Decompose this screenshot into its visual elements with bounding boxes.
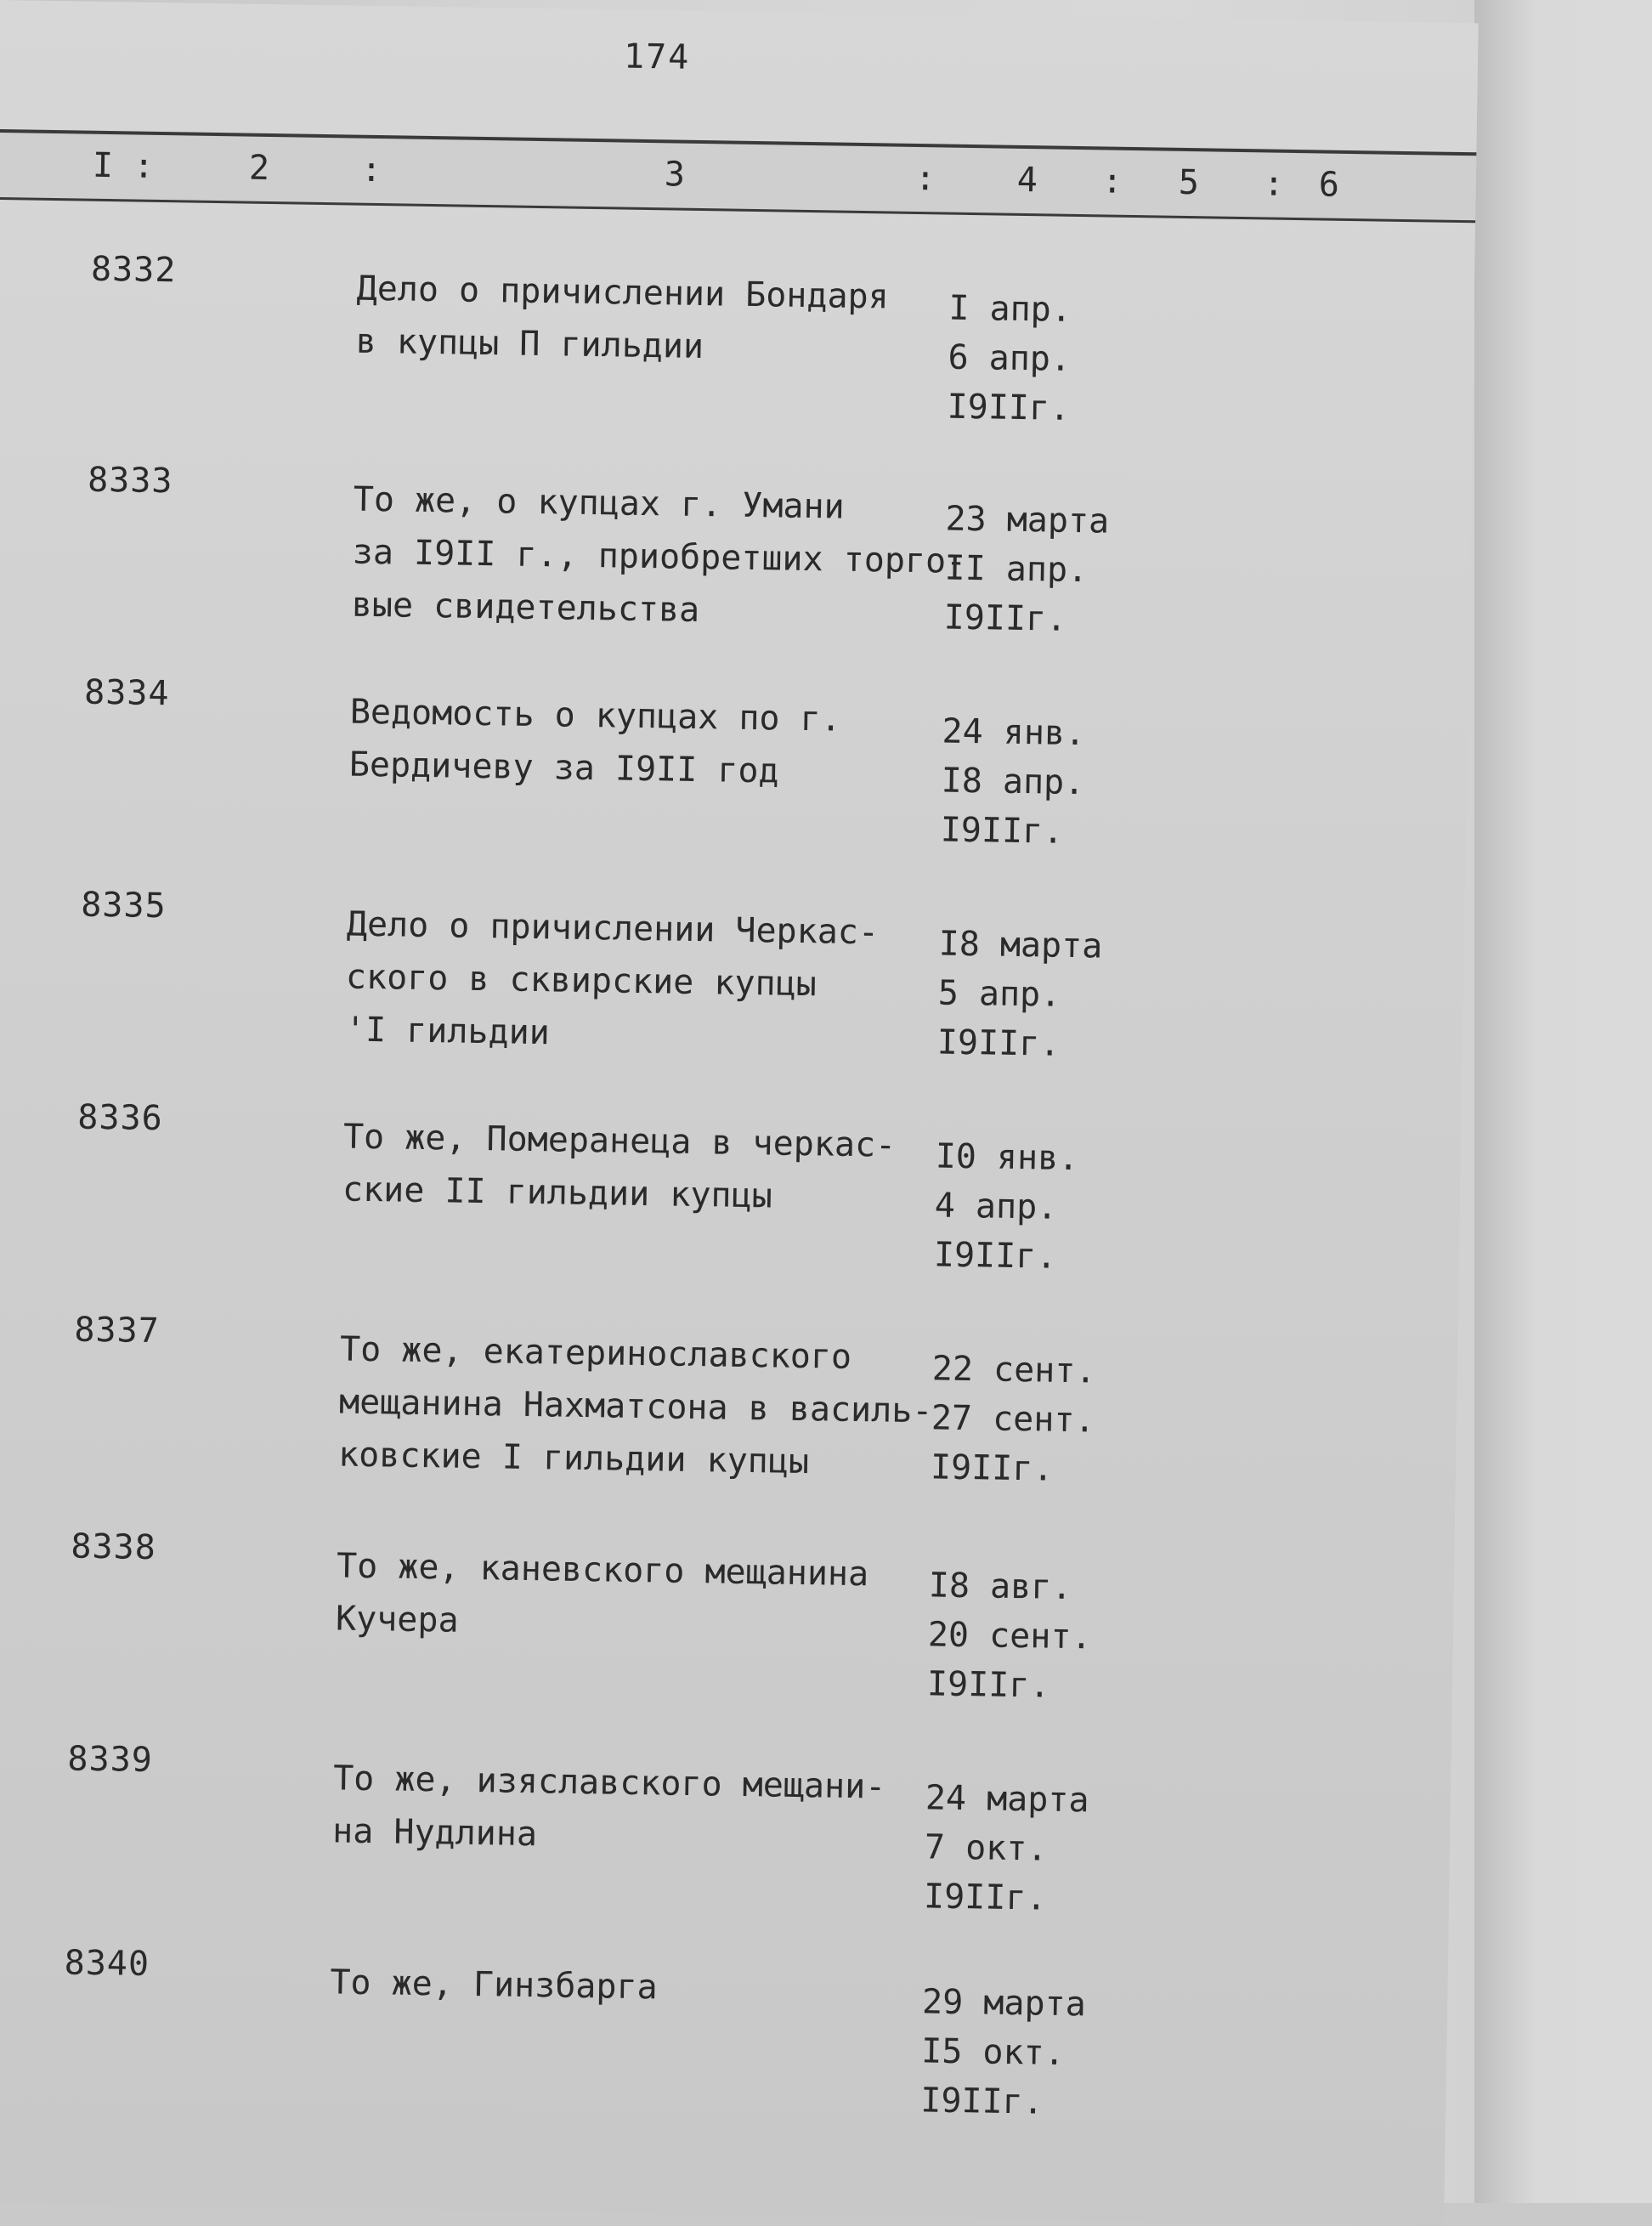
entry-date-line: I5 окт. [920,2031,1066,2073]
entry-date-line: I8 марта [938,924,1103,966]
entry-title [348,686,841,799]
entry-number: 8339 [67,1739,154,1781]
entry-date-line: I9IIг. [923,1877,1047,1918]
entry-title-line: в купцы П гильдии [355,321,704,367]
entry-title-line: Дело о причислении Бондаря [356,269,890,317]
entry-title [330,1956,658,2014]
entry-title-line: То же, Гинзбарга [330,1963,659,2008]
entry-title-line: ские II гильдии купцы [342,1170,773,1216]
entry-title [342,1111,897,1225]
entry-dates [936,919,1102,1069]
inventory-entry [0,1526,1421,1753]
entry-title-line: ковские I гильдии купцы [337,1435,810,1482]
entry-title-line: Дело о причислении Черкас- [346,904,880,953]
entry-title-line: на Нудлина [331,1811,538,1855]
inventory-entry [0,459,1437,686]
entry-date-line: I9IIг. [930,1447,1054,1489]
column-header-4: 4 [1016,160,1038,201]
entry-title-line: мещанина Нахматсона в василь- [338,1382,933,1431]
page-number: 174 [623,37,691,77]
inventory-entry [0,1096,1428,1323]
entry-date-line: 27 сент. [931,1398,1095,1441]
entry-date-line: I9IIг. [947,387,1071,428]
column-separator: : [1101,161,1123,201]
entry-title-line: Кучера [335,1599,459,1640]
entry-title-line: за I9II г., приобретших торго- [352,532,967,581]
entry-title [338,1323,934,1490]
inventory-entry [0,248,1440,475]
entry-dates [924,1773,1089,1923]
entry-date-line: I9IIг. [919,2081,1044,2122]
entry-title-line: То же, екатеринославского [339,1329,852,1377]
entry-date-line: 23 марта [945,499,1110,541]
entry-date-line: I апр. [948,288,1072,330]
page-margin-shadow [1474,0,1652,2203]
entry-title-line: То же, изяславского мещани- [332,1759,886,1807]
entry-date-line: I8 апр. [941,761,1085,803]
entry-date-line: 5 апр. [937,973,1061,1015]
column-separator: : [1263,164,1285,204]
entry-title [355,263,889,377]
entry-number: 8337 [74,1310,161,1351]
entry-title-line: ского в сквирские купцы [345,957,818,1005]
entry-number: 8340 [64,1943,150,1985]
entry-date-line: 24 янв. [942,711,1086,754]
column-header-2: 2 [248,148,270,189]
entry-date-line: 6 апр. [948,337,1072,379]
entry-date-line: I9IIг. [926,1664,1050,1706]
entry-title [345,898,880,1065]
entry-title [332,1752,886,1866]
entry-date-line: II апр. [944,548,1089,591]
entry-date-line: I9IIг. [943,598,1067,639]
entry-number: 8334 [83,672,170,714]
entry-date-line: I9IIг. [940,810,1064,852]
entry-number: 8338 [71,1526,157,1568]
entry-date-line: 22 сент. [931,1349,1096,1391]
column-header-1: I : [92,145,155,186]
entry-title-line: То же, каневского мещанина [336,1546,869,1594]
entry-title-line: То же, о купцах г. Умани [353,479,846,527]
column-header-6: 6 [1318,165,1340,205]
entry-dates [931,1344,1096,1494]
entry-title-line: 'I гильдии [344,1010,551,1053]
entry-date-line: I9IIг. [936,1022,1061,1064]
entry-date-line: 24 марта [925,1778,1089,1821]
entry-title-line: Бердичеву за I9II год [348,745,779,791]
entry-date-line: 7 окт. [924,1827,1048,1869]
entry-dates [927,1560,1093,1711]
entry-number: 8332 [90,249,177,291]
entry-title-line: То же, Померанеца в черкас- [342,1117,897,1165]
entry-title-line: Ведомость о купцах по г. [349,692,842,739]
entry-date-line: 4 апр. [934,1186,1058,1227]
entry-date-line: I0 янв. [935,1136,1079,1179]
entry-date-line: I8 авг. [928,1566,1072,1608]
entry-date-line: 29 марта [921,1982,1087,2025]
entry-dates [940,707,1085,858]
entry-dates [947,284,1072,433]
entry-number: 8335 [80,885,167,926]
inventory-entry [0,1738,1417,1965]
column-header-5: 5 [1178,162,1200,203]
entry-date-line: 20 сент. [927,1615,1092,1657]
inventory-entry [0,1942,1414,2169]
column-separator: : [360,150,382,190]
inventory-entry [0,1309,1424,1536]
entry-title [336,1539,869,1653]
table-header [0,133,1476,220]
entry-number: 8333 [87,460,173,501]
column-header-3: 3 [664,155,686,195]
entry-title [351,473,967,641]
entry-dates [933,1131,1078,1282]
entry-dates [943,495,1109,645]
entry-title-line: вые свидетельства [351,585,700,631]
column-separator: : [914,158,936,199]
entry-date-line: I9IIг. [933,1235,1057,1277]
inventory-entry [0,671,1434,898]
entry-number: 8336 [77,1097,164,1139]
entry-dates [920,1977,1086,2127]
inventory-entry [0,884,1430,1111]
